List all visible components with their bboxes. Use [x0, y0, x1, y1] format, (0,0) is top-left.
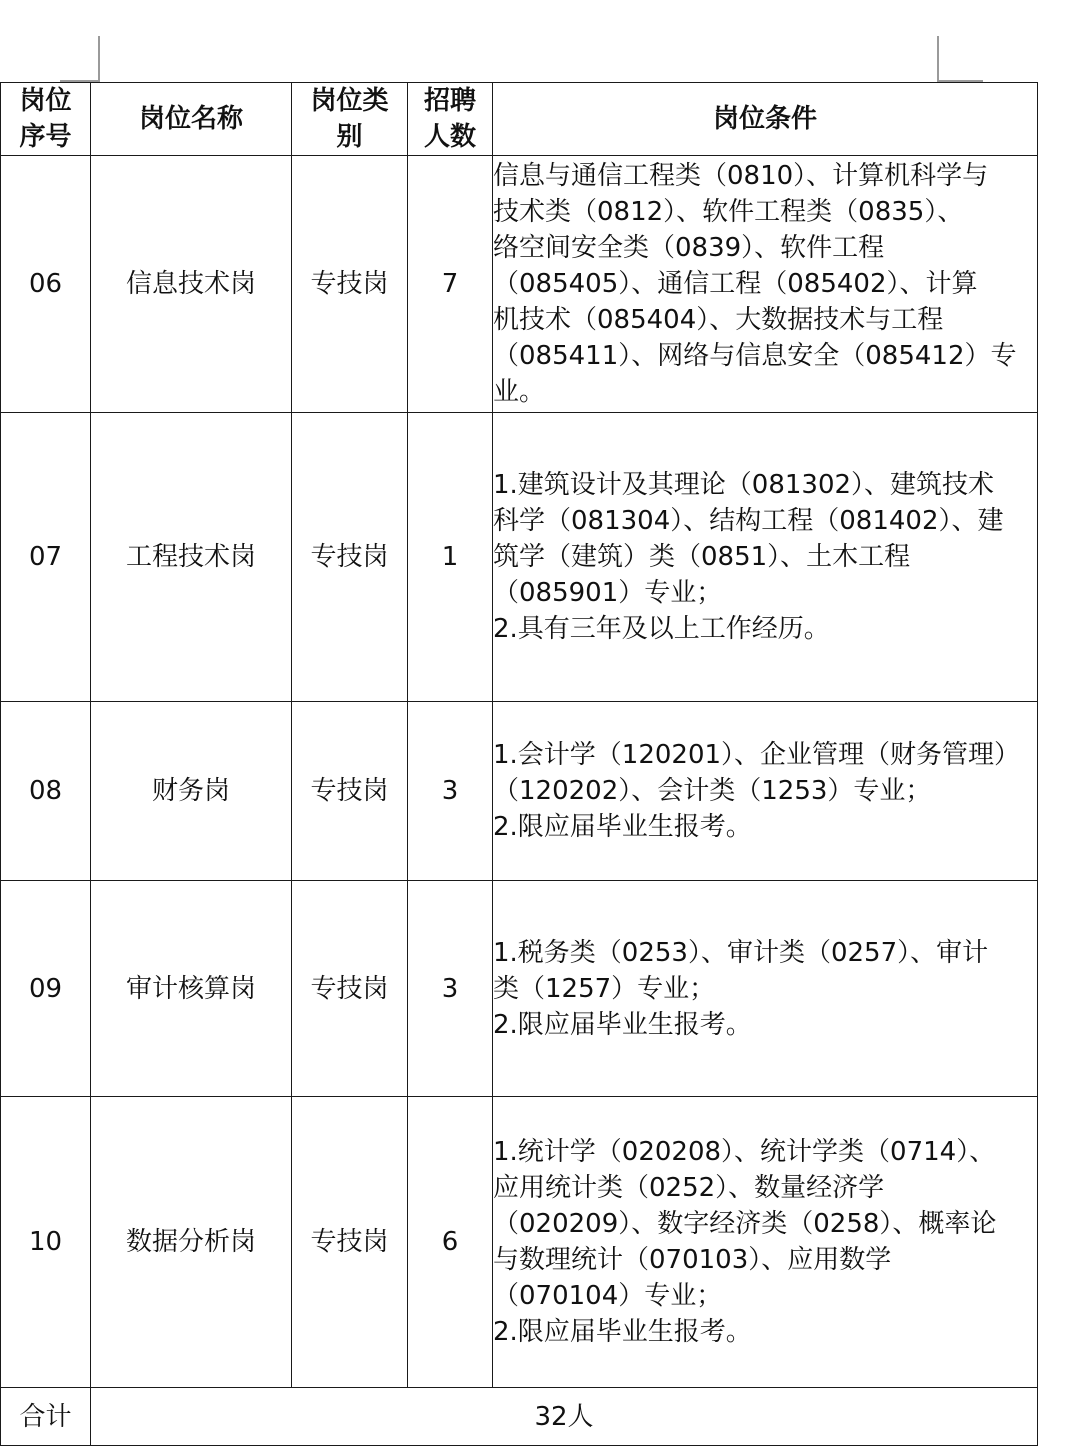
condition-line: 与数理统计（070103）、应用数学 [493, 1245, 892, 1275]
condition-line: 信息与通信工程类（0810）、计算机科学与 [493, 161, 989, 191]
condition-line: 筑学（建筑）类（0851）、土木工程 [493, 542, 911, 572]
position-conditions [493, 413, 1038, 702]
position-conditions [493, 702, 1038, 881]
condition-line: 2.限应届毕业生报考。 [493, 812, 752, 842]
total-row [1, 1388, 1038, 1446]
condition-line: 1.税务类（0253）、审计类（0257）、审计 [493, 937, 989, 968]
header-position-conditions: 岗位条件 [493, 83, 1038, 156]
recruit-count: 7 [408, 156, 493, 413]
crop-mark-right-vertical [937, 36, 939, 80]
table-row [1, 881, 1038, 1097]
position-category: 专技岗 [292, 1097, 408, 1388]
position-name: 审计核算岗 [91, 881, 292, 1097]
condition-line: 1.会计学（120201）、企业管理（财务管理） [493, 740, 1021, 770]
position-name: 数据分析岗 [91, 1097, 292, 1388]
crop-mark-left-vertical [98, 36, 100, 80]
position-conditions [493, 1097, 1038, 1388]
position-conditions [493, 156, 1038, 413]
condition-line: （070104）专业； [493, 1281, 723, 1311]
condition-line: （020209）、数字经济类（0258）、概率论 [493, 1209, 997, 1239]
header-position-name: 岗位名称 [91, 83, 292, 156]
position-category: 专技岗 [292, 702, 408, 881]
table-row [1, 413, 1038, 702]
condition-line: 1.统计学（020208）、统计学类（0714）、 [493, 1137, 996, 1167]
condition-line: 2.限应届毕业生报考。 [493, 1009, 752, 1040]
table-row [1, 156, 1038, 413]
position-conditions [493, 881, 1038, 1097]
recruit-count: 3 [408, 881, 493, 1097]
condition-line: （085405）、通信工程（085402）、计算 [493, 269, 978, 299]
condition-line: 2.限应届毕业生报考。 [493, 1317, 752, 1347]
table-row [1, 1097, 1038, 1388]
position-category: 专技岗 [292, 156, 408, 413]
recruit-count: 1 [408, 413, 493, 702]
condition-line: 络空间安全类（0839）、软件工程 [493, 233, 885, 263]
condition-line: （120202）、会计类（1253）专业； [493, 776, 932, 806]
position-no: 10 [1, 1097, 91, 1388]
job-positions-table [0, 82, 1038, 1446]
condition-line: 2.具有三年及以上工作经历。 [493, 614, 830, 644]
total-label: 合计 [1, 1388, 91, 1446]
condition-line: （085411）、网络与信息安全（085412）专 [493, 341, 1017, 371]
condition-line: 机技术（085404）、大数据技术与工程 [493, 305, 944, 335]
position-category: 专技岗 [292, 881, 408, 1097]
position-no: 09 [1, 881, 91, 1097]
condition-line: 类（1257）专业； [493, 973, 716, 1004]
position-no: 08 [1, 702, 91, 881]
condition-line: 1.建筑设计及其理论（081302）、建筑技术 [493, 470, 995, 500]
header-position-no: 岗位 序号 [1, 83, 91, 156]
position-name: 信息技术岗 [91, 156, 292, 413]
condition-line: 科学（081304）、结构工程（081402）、建 [493, 506, 1004, 536]
condition-line: 技术类（0812）、软件工程类（0835）、 [493, 197, 964, 227]
position-category: 专技岗 [292, 413, 408, 702]
condition-line: （085901）专业； [493, 578, 723, 608]
table-row [1, 702, 1038, 881]
table-header-row [1, 83, 1038, 156]
position-no: 06 [1, 156, 91, 413]
position-name: 工程技术岗 [91, 413, 292, 702]
recruit-count: 6 [408, 1097, 493, 1388]
total-value: 32人 [91, 1388, 1038, 1446]
position-name: 财务岗 [91, 702, 292, 881]
recruit-count: 3 [408, 702, 493, 881]
header-recruit-count: 招聘 人数 [408, 83, 493, 156]
condition-line: 应用统计类（0252）、数量经济学 [493, 1173, 885, 1203]
position-no: 07 [1, 413, 91, 702]
header-position-category: 岗位类 别 [292, 83, 408, 156]
condition-line: 业。 [493, 377, 546, 407]
